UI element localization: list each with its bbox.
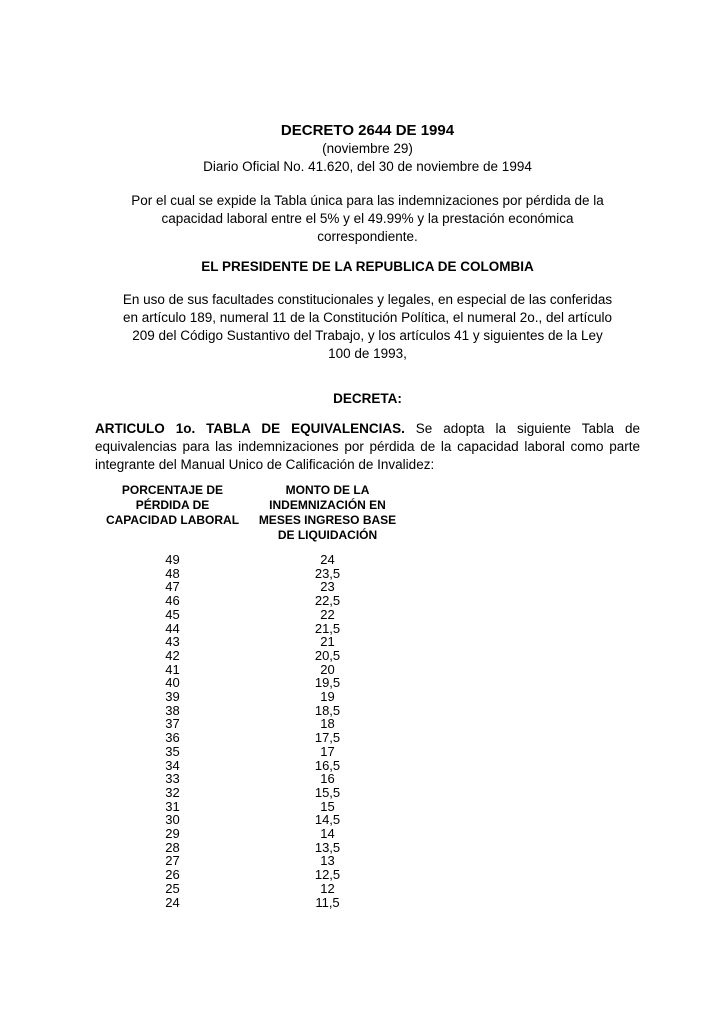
table-row xyxy=(95,594,640,608)
table-row xyxy=(95,827,640,841)
table-row xyxy=(95,786,640,800)
col2-header-line: MONTO DE LA xyxy=(285,483,370,497)
monto-cell: 21 xyxy=(320,634,335,650)
table-row xyxy=(95,882,640,896)
col1-header-line: PÉRDIDA DE xyxy=(135,498,210,512)
monto-cell: 17,5 xyxy=(314,730,341,746)
preamble-line: en artículo 189, numeral 11 de la Constitución Política, el numeral 2o., del artículo xyxy=(122,310,613,325)
pct-cell: 27 xyxy=(165,853,180,869)
table-row xyxy=(95,649,640,663)
preamble-line: 100 de 1993, xyxy=(328,346,407,361)
preamble xyxy=(95,291,640,363)
table-row xyxy=(95,635,640,649)
monto-cell: 13 xyxy=(320,853,335,869)
table-row xyxy=(95,608,640,622)
pct-cell: 44 xyxy=(165,620,180,636)
monto-cell: 21,5 xyxy=(314,620,341,636)
table-row xyxy=(95,663,640,677)
authority-heading: EL PRESIDENTE DE LA REPUBLICA DE COLOMBIA xyxy=(201,259,534,274)
doc-date-line: (noviembre 29) xyxy=(322,141,413,156)
pct-cell: 34 xyxy=(165,757,180,773)
table-row xyxy=(95,759,640,773)
pct-cell: 40 xyxy=(165,675,180,691)
monto-cell: 22 xyxy=(320,606,335,622)
monto-cell: 16 xyxy=(320,771,335,787)
table-row xyxy=(95,800,640,814)
doc-summary-line: Por el cual se expide la Tabla única para las indemnizaciones por pérdida de la xyxy=(131,193,604,208)
pct-cell: 49 xyxy=(165,552,180,567)
monto-cell: 19,5 xyxy=(314,675,341,691)
table-row xyxy=(95,896,640,910)
table-row xyxy=(95,813,640,827)
doc-summary-line: capacidad laboral entre el 5% y el 49.99% y la prestación económica xyxy=(161,211,574,226)
doc-summary-line: correspondiente. xyxy=(317,229,418,244)
pct-cell: 48 xyxy=(165,565,180,581)
pct-cell: 41 xyxy=(165,661,180,677)
col2-header-line: INDEMNIZACIÓN EN xyxy=(269,498,386,512)
col2-header-line: MESES INGRESO BASE xyxy=(258,513,397,527)
pct-cell: 29 xyxy=(165,826,180,842)
monto-cell: 18 xyxy=(320,716,335,732)
monto-cell: 23,5 xyxy=(314,565,341,581)
monto-cell: 14 xyxy=(320,826,335,842)
doc-title: DECRETO 2644 DE 1994 xyxy=(280,122,455,139)
table-row xyxy=(95,553,640,567)
pct-cell: 31 xyxy=(165,798,180,814)
monto-cell: 19 xyxy=(320,689,335,705)
doc-gazette-line: Diario Oficial No. 41.620, del 30 de noviembre de 1994 xyxy=(203,159,532,174)
col1-header-line: PORCENTAJE DE xyxy=(121,483,224,497)
monto-cell: 22,5 xyxy=(314,593,341,609)
pct-cell: 38 xyxy=(165,702,180,718)
col2-header xyxy=(250,483,405,543)
table-row xyxy=(95,854,640,868)
table-row xyxy=(95,567,640,581)
pct-cell: 37 xyxy=(165,716,180,732)
table-row xyxy=(95,841,640,855)
pct-cell: 36 xyxy=(165,730,180,746)
decreta-heading: DECRETA: xyxy=(333,391,402,406)
equivalence-table xyxy=(95,483,640,909)
monto-cell: 24 xyxy=(320,552,335,567)
pct-cell: 28 xyxy=(165,839,180,855)
pct-cell: 32 xyxy=(165,784,180,800)
table-row xyxy=(95,717,640,731)
document-content xyxy=(95,122,640,909)
monto-cell: 12,5 xyxy=(314,867,341,883)
pct-cell: 33 xyxy=(165,771,180,787)
pct-cell: 42 xyxy=(165,647,180,663)
table-row xyxy=(95,622,640,636)
col2-header-line: DE LIQUIDACIÓN xyxy=(277,528,378,542)
monto-cell: 20,5 xyxy=(314,647,341,663)
table-row xyxy=(95,731,640,745)
monto-cell: 12 xyxy=(320,880,335,896)
pct-cell: 46 xyxy=(165,593,180,609)
table-row xyxy=(95,690,640,704)
article-1-body: Se adopta la siguiente Tabla de equivalencias para las indemnizaciones por pérdida de la capacidad laboral como parte integrante del Manual Unico de Calificación de Invalidez: xyxy=(95,421,640,472)
article-1-heading: ARTICULO 1o. TABLA DE EQUIVALENCIAS. xyxy=(95,421,405,436)
monto-cell: 16,5 xyxy=(314,757,341,773)
equivalence-table-body xyxy=(95,553,640,909)
equivalence-table-header xyxy=(95,483,640,543)
pct-cell: 43 xyxy=(165,634,180,650)
pct-cell: 39 xyxy=(165,689,180,705)
pct-cell: 35 xyxy=(165,743,180,759)
monto-cell: 15,5 xyxy=(314,784,341,800)
monto-cell: 23 xyxy=(320,579,335,595)
pct-cell: 25 xyxy=(165,880,180,896)
monto-cell: 18,5 xyxy=(314,702,341,718)
col1-header-line: CAPACIDAD LABORAL xyxy=(105,513,240,527)
monto-cell: 17 xyxy=(320,743,335,759)
table-row xyxy=(95,772,640,786)
monto-cell: 15 xyxy=(320,798,335,814)
pct-cell: 45 xyxy=(165,606,180,622)
article-1-paragraph xyxy=(95,420,640,474)
pct-cell: 26 xyxy=(165,867,180,883)
pct-cell: 47 xyxy=(165,579,180,595)
table-row xyxy=(95,745,640,759)
pct-cell: 30 xyxy=(165,812,180,828)
preamble-line: 209 del Código Sustantivo del Trabajo, y los artículos 41 y siguientes de la Ley xyxy=(132,328,603,343)
monto-cell: 11,5 xyxy=(315,894,340,910)
monto-cell: 13,5 xyxy=(314,839,341,855)
table-row xyxy=(95,676,640,690)
col1-header xyxy=(95,483,250,543)
monto-cell: 20 xyxy=(320,661,335,677)
monto-cell: 14,5 xyxy=(314,812,341,828)
pct-cell: 24 xyxy=(165,894,180,910)
doc-summary xyxy=(95,192,640,246)
preamble-line: En uso de sus facultades constitucionales y legales, en especial de las conferidas xyxy=(122,292,613,307)
table-row xyxy=(95,704,640,718)
table-row xyxy=(95,868,640,882)
table-row xyxy=(95,580,640,594)
